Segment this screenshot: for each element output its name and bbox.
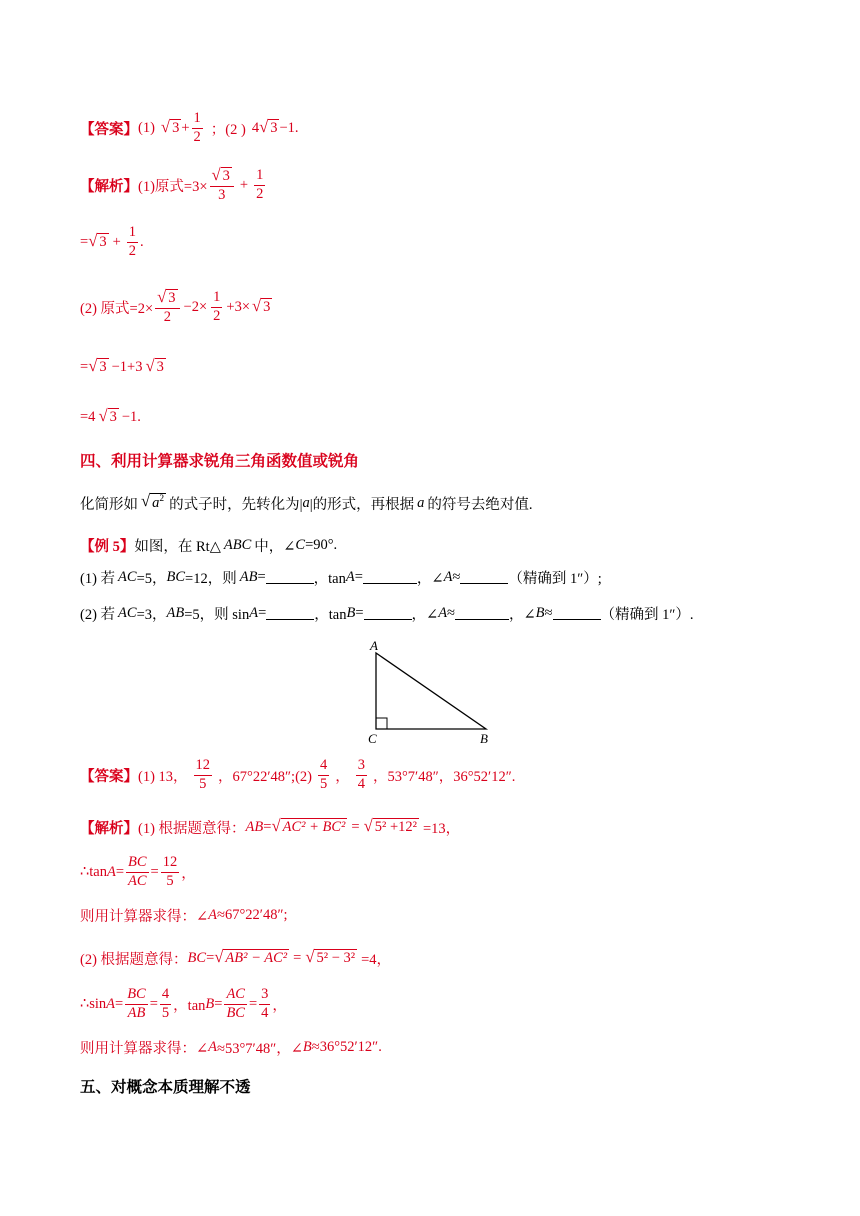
q-text: ，tan	[314, 606, 347, 623]
sqrt-expr: √ 5² +12²	[363, 815, 417, 835]
analysis-var: A	[208, 1038, 218, 1055]
example-tag: 【例 5】	[80, 538, 135, 555]
right-angle-mark	[376, 718, 387, 729]
q-text: ≈	[452, 568, 461, 585]
q-text: (2) 若	[80, 606, 116, 623]
analysis-var: A	[106, 995, 116, 1012]
q-var: BC	[166, 568, 186, 585]
analysis-text: ，	[272, 997, 287, 1014]
q-var: B	[535, 604, 545, 621]
analysis-var: BC	[187, 949, 207, 966]
q-text: =3，	[136, 606, 167, 623]
q-var: AB	[166, 604, 185, 621]
fraction: $\frac{3}{4}$	[261, 986, 269, 1021]
analysis-text: =4，	[361, 951, 392, 968]
analysis-tag: 【解析】	[80, 820, 138, 837]
analysis-text: ∴tan	[80, 863, 107, 880]
fraction: $\frac{1}{2}$	[193, 110, 201, 145]
answer-text: ，67°22′48″;(2)	[218, 768, 312, 785]
section-4-heading: 四、利用计算器求锐角三角函数值或锐角	[80, 452, 360, 470]
angle-name: C	[295, 536, 306, 553]
plus-sign: +	[239, 176, 249, 193]
fraction: $\frac{BC}{AB}$	[127, 986, 146, 1021]
q-text: =	[257, 568, 266, 585]
analysis-1-line-1	[80, 162, 267, 208]
fraction: √ 3 3	[210, 167, 234, 204]
analysis-1-line-3	[80, 284, 272, 330]
q-var: AB	[239, 568, 258, 585]
intro-text: 中，∠	[254, 538, 296, 555]
sqrt-expr: √ 3	[259, 116, 278, 136]
expr-prefix: (1)原式=3×	[138, 178, 208, 195]
analysis-text: ≈36°52′12″.	[311, 1038, 382, 1055]
answer-blank[interactable]	[266, 607, 314, 620]
analysis-1-line-5	[80, 402, 141, 432]
q-text: ≈	[447, 604, 456, 621]
analysis-5-line-3	[80, 904, 288, 926]
expr-prefix: (2) 原式=2×	[80, 300, 154, 317]
sqrt-expr: √ 3	[145, 355, 164, 375]
analysis-5-line-1	[80, 814, 460, 840]
q-text: =	[355, 604, 364, 621]
equals: =	[80, 233, 89, 250]
fraction: $\frac{1}{2}$	[256, 167, 264, 202]
minus-term: −2×	[183, 298, 208, 315]
tail-text: −1.	[279, 119, 299, 136]
answer-text: (1) 13，	[138, 768, 188, 785]
example-5-question-1	[80, 566, 602, 588]
note-text: |的形式，再根据	[309, 496, 415, 513]
note-text: 的式子时，先转化为|	[169, 496, 303, 513]
section-4-note	[80, 488, 533, 518]
q-text: ，tan	[313, 570, 346, 587]
fraction: $\frac{12}{5}$	[162, 854, 178, 889]
equals: =	[80, 358, 89, 375]
q-var: AC	[118, 604, 137, 621]
fraction: $\frac{1}{2}$	[128, 224, 137, 259]
q-var: AC	[118, 568, 137, 585]
analysis-text: (1) 根据题意得：	[138, 820, 246, 837]
answer-5-line	[80, 752, 515, 798]
note-text: 的符号去绝对值.	[427, 496, 533, 513]
analysis-5-line-6	[80, 1036, 382, 1058]
sqrt-expr: √ AB² − AC²	[214, 946, 288, 966]
answer-blank[interactable]	[460, 571, 508, 584]
analysis-text: =	[149, 995, 158, 1012]
intro-text: 如图，在 Rt△	[134, 538, 221, 555]
fraction: $\frac{4}{5}$	[320, 757, 328, 792]
sqrt-expr: √ 3	[88, 355, 107, 375]
q-text: =	[258, 604, 267, 621]
sqrt-expr: √ $a^2$	[141, 491, 165, 512]
analysis-var: AB	[245, 818, 264, 835]
plus-sign: +	[181, 119, 190, 136]
analysis-text: =13，	[423, 820, 461, 837]
note-var: a	[302, 494, 310, 511]
q-var: A	[345, 568, 355, 585]
analysis-text: =	[293, 949, 302, 966]
analysis-text: 则用计算器求得：∠	[80, 908, 209, 925]
sqrt-expr: √ 3	[252, 295, 271, 315]
answer-blank[interactable]	[553, 607, 601, 620]
q-text: (1) 若	[80, 570, 116, 587]
analysis-text: ∴sin	[80, 995, 107, 1012]
q-text: ，∠	[509, 606, 536, 623]
q-var: A	[443, 568, 453, 585]
label-a: A	[370, 638, 378, 653]
analysis-text: =	[214, 995, 223, 1012]
analysis-1-line-2	[80, 222, 144, 262]
analysis-5-line-4	[80, 944, 391, 972]
analysis-text: =	[248, 995, 258, 1012]
analysis-var: B	[205, 995, 215, 1012]
fraction: $\frac{12}{5}$	[195, 757, 211, 792]
sqrt-expr: √ 3	[160, 116, 180, 136]
analysis-text: 则用计算器求得：∠	[80, 1040, 209, 1057]
period: .	[140, 233, 144, 250]
answer-text: ，	[335, 768, 350, 785]
example-5-question-2	[80, 602, 694, 624]
analysis-var: B	[302, 1038, 312, 1055]
fraction: √ 3 2	[155, 289, 179, 326]
analysis-text: =	[115, 863, 124, 880]
triangle-abc	[376, 653, 486, 729]
answer-blank[interactable]	[363, 571, 417, 584]
answer-text: ，53°7′48″，36°52′12″.	[373, 768, 516, 785]
equals-term: =4	[80, 408, 96, 425]
analysis-var: A	[208, 906, 218, 923]
sqrt-expr: √ 3	[98, 405, 117, 425]
note-prefix: 化简形如	[80, 496, 138, 513]
q-text: =	[354, 568, 363, 585]
note-var: a	[417, 494, 425, 511]
answer-part1: (1)	[138, 119, 155, 136]
analysis-text: ≈53°7′48″，∠	[217, 1040, 303, 1057]
analysis-text: =	[263, 818, 272, 835]
sqrt-expr: √ 5² − 3²	[305, 946, 356, 966]
fraction: $\frac{3}{4}$	[357, 757, 365, 792]
tail-text: −1.	[121, 408, 141, 425]
analysis-text: ，	[181, 865, 196, 882]
q-text: =5，则 sin	[184, 606, 250, 623]
fraction: $\frac{BC}{AC}$	[128, 854, 147, 889]
analysis-var: A	[106, 863, 116, 880]
q-text: ，∠	[411, 606, 439, 623]
q-text: （精确到 1″）.	[600, 606, 694, 623]
triangle-figure	[362, 635, 512, 755]
answer-tag: 【答案】	[80, 121, 138, 138]
q-var: B	[346, 604, 356, 621]
analysis-text: (2) 根据题意得：	[80, 951, 188, 968]
label-b: B	[480, 731, 488, 746]
answer-tag: 【答案】	[80, 768, 138, 785]
coefficient: 4	[251, 119, 260, 136]
analysis-text: =	[206, 949, 215, 966]
sqrt-expr: √ 3	[88, 230, 107, 250]
analysis-text: =	[150, 863, 159, 880]
intro-text: =90°.	[305, 536, 338, 553]
analysis-text: =	[115, 995, 124, 1012]
analysis-text: ，tan	[173, 997, 206, 1014]
analysis-5-line-2	[80, 850, 196, 894]
fraction: $\frac{AC}{BC}$	[226, 986, 245, 1021]
sqrt-expr: √ AC² + BC²	[271, 815, 346, 835]
q-text: =12，则	[185, 570, 237, 587]
example-5-intro	[80, 534, 337, 556]
analysis-5-line-5	[80, 982, 287, 1026]
mid-term: −1+3	[111, 358, 143, 375]
analysis-tag: 【解析】	[80, 178, 138, 195]
fraction: $\frac{4}{5}$	[161, 986, 170, 1021]
fraction: $\frac{1}{2}$	[213, 289, 221, 324]
answer-blank[interactable]	[455, 607, 509, 620]
analysis-1-line-4	[80, 352, 166, 382]
q-text: （精确到 1″）;	[508, 570, 602, 587]
analysis-text: =	[351, 818, 360, 835]
q-text: ≈	[544, 604, 553, 621]
answer-blank[interactable]	[364, 607, 412, 620]
answer-1-line	[80, 108, 299, 148]
separator: ；(2 )	[210, 121, 246, 138]
q-var: A	[438, 604, 448, 621]
triangle-name: ABC	[223, 536, 252, 553]
q-var: A	[249, 604, 259, 621]
section-5-heading: 五、对概念本质理解不透	[80, 1078, 251, 1096]
analysis-text: ≈67°22′48″;	[217, 906, 288, 923]
label-c: C	[368, 731, 377, 746]
plus-sign: +	[112, 233, 121, 250]
answer-blank[interactable]	[266, 571, 314, 584]
q-text: =5，	[136, 570, 167, 587]
plus-term: +3×	[226, 298, 251, 315]
q-text: ，∠	[416, 570, 444, 587]
